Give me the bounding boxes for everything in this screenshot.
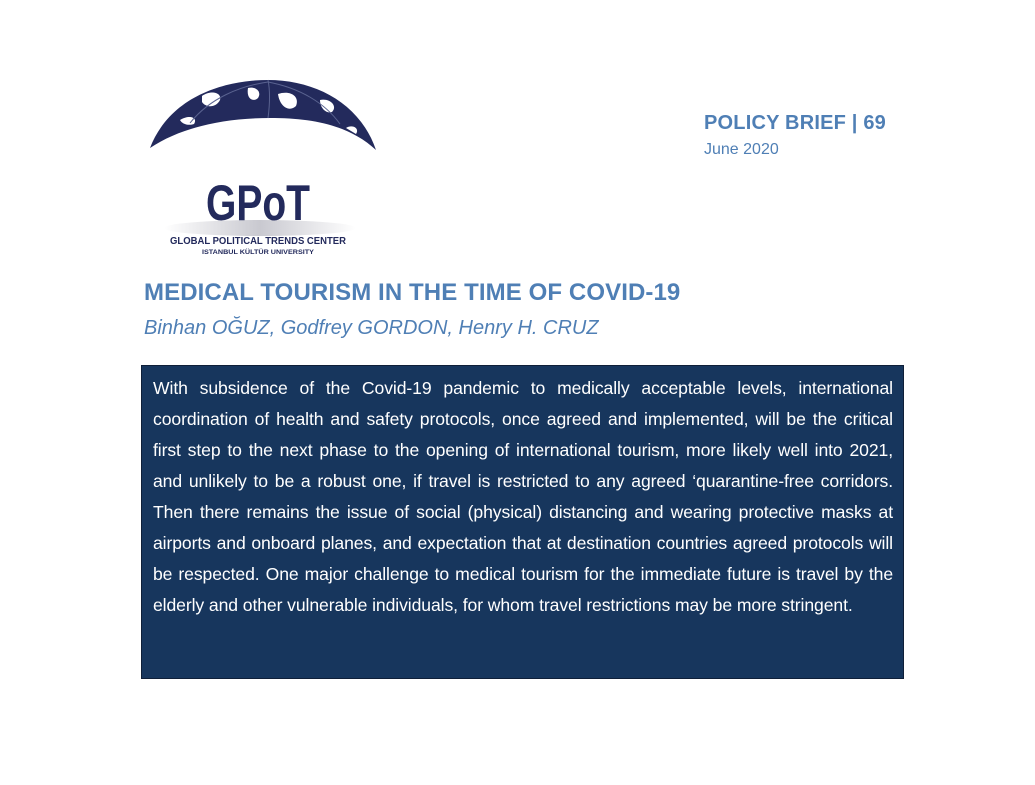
logo-university: ISTANBUL KÜLTÜR UNIVERSITY xyxy=(202,250,296,256)
abstract-box xyxy=(141,365,904,679)
gpot-logo xyxy=(150,78,378,268)
logo-wordmark: GPoT xyxy=(206,175,310,231)
authors-line: Binhan OĞUZ, Godfrey GORDON, Henry H. CRUZ xyxy=(144,317,599,339)
publication-date: June 2020 xyxy=(704,141,779,158)
policy-brief-info xyxy=(704,112,886,159)
policy-brief-label: POLICY BRIEF | 69 xyxy=(704,112,887,134)
document-title: MEDICAL TOURISM IN THE TIME OF COVID-19 xyxy=(144,279,681,306)
abstract-text: With subsidence of the Covid-19 pandemic to medically acceptable levels, international coordination of health and safety protocols, once agreed and implemented, will be the critical first step to the next phase to the opening of international tourism, more likely well into 2021, and unlikely to be a robust one, if travel is restricted to any agreed ‘quarantine-free corridors. Then there remains the issue of social (physical) distancing and wearing protective masks at airports and onboard planes, and expectation that at destination countries agreed protocols will be respected. One major challenge to medical tourism for the immediate future is travel by the elderly and other vulnerable individuals, for whom travel restrictions may be more stringent. xyxy=(153,378,893,615)
logo-subtitle: GLOBAL POLITICAL TRENDS CENTER xyxy=(170,236,347,247)
